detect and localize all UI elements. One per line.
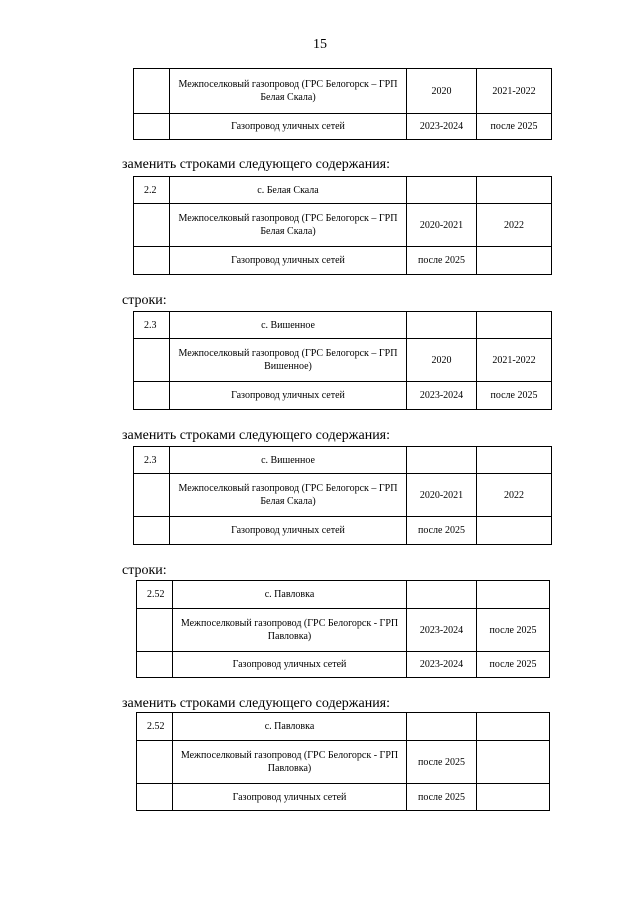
- row-period-2: [477, 741, 550, 784]
- row-name: Газопровод уличных сетей: [170, 247, 407, 275]
- row-period-1: после 2025: [407, 517, 477, 545]
- table-row: [137, 652, 550, 678]
- row-period-1: 2020-2021: [407, 474, 477, 517]
- row-number: [137, 784, 173, 811]
- row-number: [134, 382, 170, 410]
- row-name: с. Вишенное: [170, 312, 407, 339]
- row-period-1: 2020: [407, 339, 477, 382]
- row-period-2: 2021-2022: [477, 339, 552, 382]
- row-name: с. Вишенное: [170, 447, 407, 474]
- row-period-2: после 2025: [477, 652, 550, 678]
- row-number: [137, 741, 173, 784]
- table-row: [134, 69, 552, 114]
- row-period-2: [477, 784, 550, 811]
- row-number: 2.52: [137, 713, 173, 741]
- row-period-1: 2020: [407, 69, 477, 114]
- block-caption: строки:: [122, 563, 167, 578]
- row-period-1: 2023-2024: [407, 609, 477, 652]
- row-number: 2.52: [137, 581, 173, 609]
- row-number: [134, 204, 170, 247]
- row-period-1: после 2025: [407, 741, 477, 784]
- row-period-2: 2021-2022: [477, 69, 552, 114]
- row-number: [134, 69, 170, 114]
- row-period-1: 2023-2024: [407, 114, 477, 140]
- table-block-3: [133, 446, 552, 545]
- table-row: [137, 713, 550, 741]
- row-name: с. Павловка: [173, 581, 407, 609]
- table-row: [137, 784, 550, 811]
- row-name: Газопровод уличных сетей: [170, 114, 407, 140]
- table-row: [134, 312, 552, 339]
- table-row: [134, 474, 552, 517]
- row-name: с. Белая Скала: [170, 177, 407, 204]
- row-name: Межпоселковый газопровод (ГРС Белогорск - ГРП Павловка): [173, 609, 407, 652]
- row-period-1: [407, 713, 477, 741]
- table-block-5: [136, 712, 550, 811]
- row-period-1: 2020-2021: [407, 204, 477, 247]
- row-period-2: после 2025: [477, 609, 550, 652]
- row-name: Межпоселковый газопровод (ГРС Белогорск – ГРП Белая Скала): [170, 204, 407, 247]
- row-number: [137, 652, 173, 678]
- row-number: [134, 517, 170, 545]
- table-row: [134, 517, 552, 545]
- table-block-2: [133, 311, 552, 410]
- row-number: [134, 339, 170, 382]
- table-row: [137, 581, 550, 609]
- row-name: Межпоселковый газопровод (ГРС Белогорск – ГРП Белая Скала): [170, 474, 407, 517]
- table-block-1: [133, 176, 552, 275]
- page-number: 15: [313, 37, 327, 52]
- row-period-2: [477, 177, 552, 204]
- row-number: [134, 114, 170, 140]
- table-row: [134, 447, 552, 474]
- row-period-2: после 2025: [477, 114, 552, 140]
- row-number: 2.3: [134, 447, 170, 474]
- row-number: [137, 609, 173, 652]
- row-name: Межпоселковый газопровод (ГРС Белогорск – ГРП Белая Скала): [170, 69, 407, 114]
- row-number: 2.3: [134, 312, 170, 339]
- table-row: [134, 177, 552, 204]
- row-period-2: [477, 713, 550, 741]
- row-name: с. Павловка: [173, 713, 407, 741]
- row-number: [134, 247, 170, 275]
- block-caption: заменить строками следующего содержания:: [122, 696, 391, 711]
- row-name: Межпоселковый газопровод (ГРС Белогорск – ГРП Вишенное): [170, 339, 407, 382]
- row-period-1: после 2025: [407, 784, 477, 811]
- table-row: [134, 382, 552, 410]
- table-row: [134, 339, 552, 382]
- row-period-1: 2023-2024: [407, 382, 477, 410]
- row-period-2: [477, 447, 552, 474]
- table-block-0: [133, 68, 552, 140]
- row-period-1: после 2025: [407, 247, 477, 275]
- row-period-2: [477, 581, 550, 609]
- block-caption: заменить строками следующего содержания:: [122, 157, 391, 172]
- row-period-2: после 2025: [477, 382, 552, 410]
- row-period-2: 2022: [477, 474, 552, 517]
- row-period-1: [407, 177, 477, 204]
- row-name: Газопровод уличных сетей: [173, 652, 407, 678]
- table-row: [134, 247, 552, 275]
- row-period-1: 2023-2024: [407, 652, 477, 678]
- row-period-2: 2022: [477, 204, 552, 247]
- row-period-2: [477, 312, 552, 339]
- table-row: [134, 114, 552, 140]
- row-name: Газопровод уличных сетей: [170, 517, 407, 545]
- block-caption: строки:: [122, 293, 167, 308]
- row-number: [134, 474, 170, 517]
- row-period-1: [407, 447, 477, 474]
- row-period-2: [477, 247, 552, 275]
- row-period-1: [407, 312, 477, 339]
- table-block-4: [136, 580, 550, 678]
- row-period-1: [407, 581, 477, 609]
- table-row: [137, 609, 550, 652]
- row-number: 2.2: [134, 177, 170, 204]
- table-row: [134, 204, 552, 247]
- row-name: Газопровод уличных сетей: [173, 784, 407, 811]
- row-name: Межпоселковый газопровод (ГРС Белогорск - ГРП Павловка): [173, 741, 407, 784]
- table-row: [137, 741, 550, 784]
- block-caption: заменить строками следующего содержания:: [122, 428, 391, 443]
- row-period-2: [477, 517, 552, 545]
- row-name: Газопровод уличных сетей: [170, 382, 407, 410]
